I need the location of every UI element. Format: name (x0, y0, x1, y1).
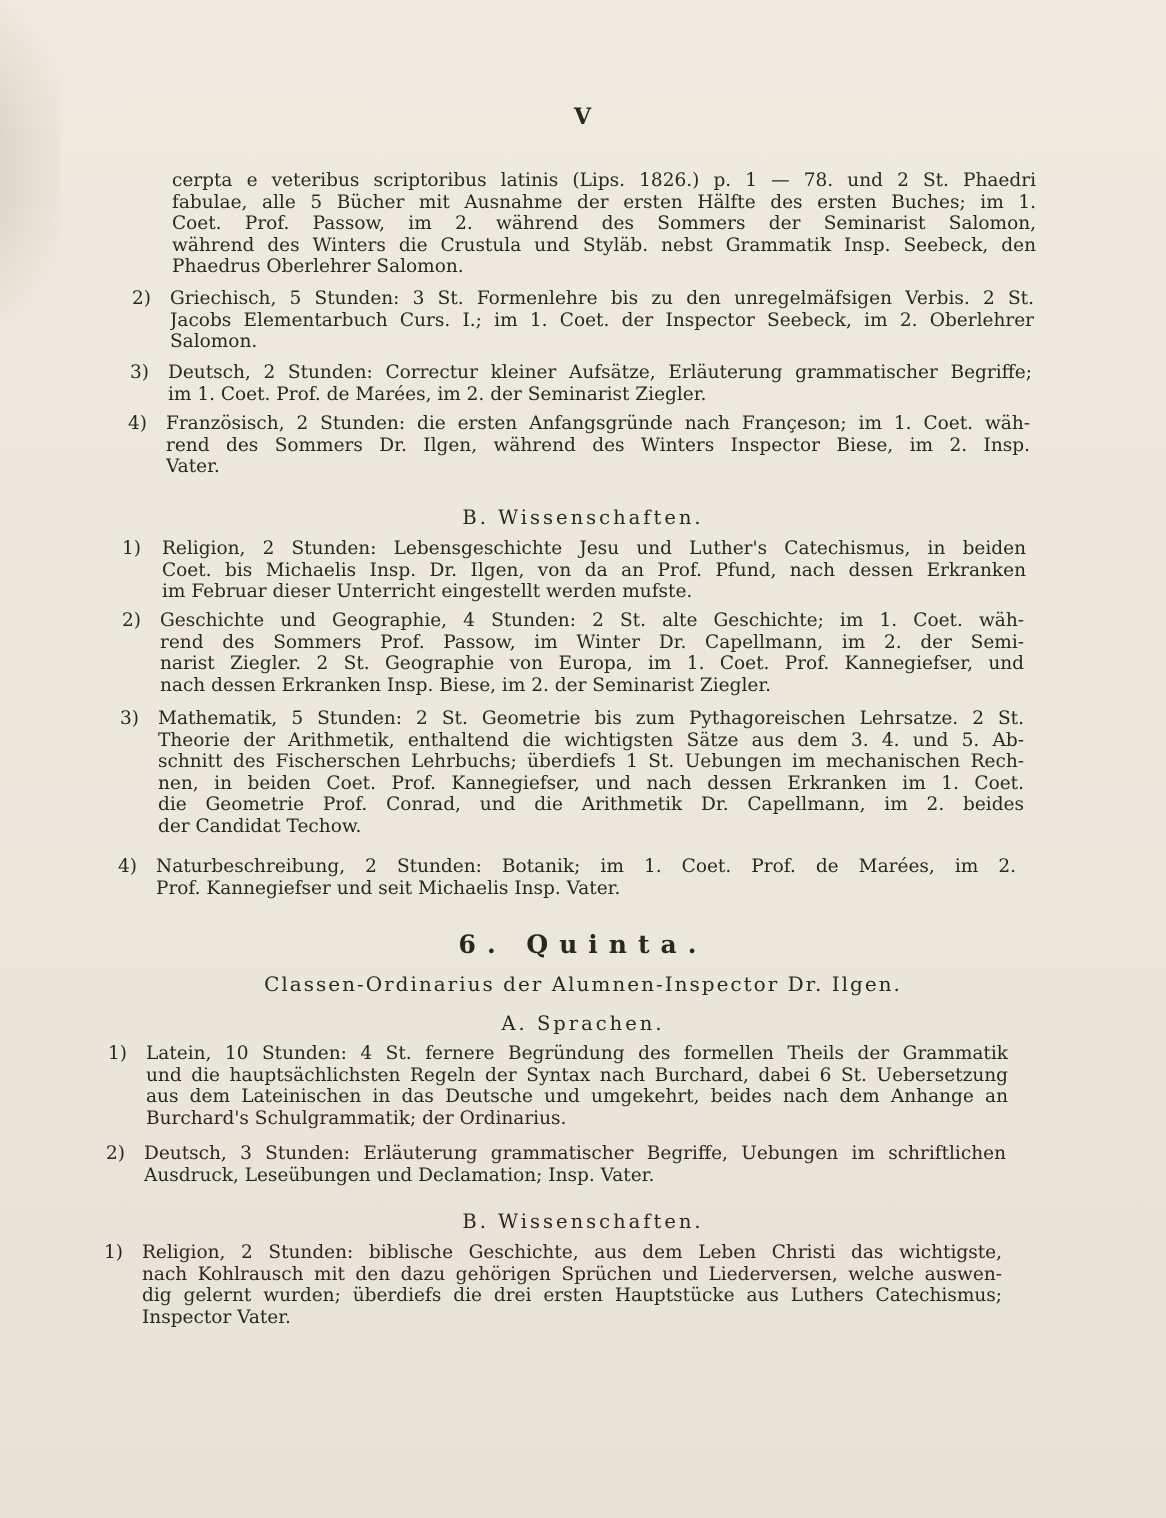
list-item (158, 708, 1024, 837)
text-line: Geschichte und Geographie, 4 Stunden: 2 St. alte Geschichte; im 1. Coet. wäh- (160, 610, 1024, 631)
text-line: im Februar dieser Unterricht eingestellt werden mufste. (162, 581, 693, 602)
item-number: 2) (122, 610, 141, 631)
text-line: cerpta e veteribus scriptoribus latinis (Lips. 1826.) p. 1 — 78. und 2 St. Phaedri (172, 170, 1036, 191)
text-line: Prof. Kannegiefser und seit Michaelis Insp. Vater. (156, 877, 621, 899)
text-line: Burchard's Schulgrammatik; der Ordinarius. (146, 1107, 567, 1129)
text-line: Französisch, 2 Stunden: die ersten Anfangsgründe nach Françeson; im 1. Coet. wäh- (166, 413, 1030, 434)
item-number: 4) (118, 856, 137, 877)
text-line: Theorie der Arithmetik, enthaltend die wichtigsten Sätze aus dem 3. 4. und 5. Ab- (158, 729, 1024, 751)
list-item (160, 610, 1024, 696)
text-line: Phaedrus Oberlehrer Salomon. (172, 256, 464, 277)
list-item (142, 1242, 1002, 1328)
text-line: und die hauptsächlichsten Regeln der Syntax nach Burchard, dabei 6 St. Uebersetzung (146, 1064, 1008, 1086)
item-number: 1) (122, 538, 141, 559)
text-line: Coet. bis Michaelis Insp. Dr. Ilgen, von da an Prof. Pfund, nach dessen Erkranken (162, 559, 1026, 581)
text-line: Griechisch, 5 Stunden: 3 St. Formenlehre bis zu den unregelmäfsigen Verbis. 2 St. (170, 288, 1034, 309)
text-line: Latein, 10 Stunden: 4 St. fernere Begründung des formellen Theils der Grammatik (146, 1043, 1008, 1064)
list-item (146, 1043, 1008, 1129)
text-line: Mathematik, 5 Stunden: 2 St. Geometrie bis zum Pythagoreischen Lehrsatze. 2 St. (158, 708, 1024, 729)
text-line: Religion, 2 Stunden: biblische Geschichte, aus dem Leben Christi das wichtigste, (142, 1242, 1002, 1263)
text-line: rend des Sommers Dr. Ilgen, während des Winters Inspector Biese, im 2. Insp. (166, 434, 1030, 456)
list-item (168, 362, 1032, 405)
list-item (170, 288, 1034, 353)
text-line: Jacobs Elementarbuch Curs. I.; im 1. Coet. der Inspector Seebeck, im 2. Oberlehrer (170, 309, 1034, 331)
list-item (166, 413, 1030, 478)
text-line: die Geometrie Prof. Conrad, und die Arithmetik Dr. Capellmann, im 2. beides (158, 794, 1024, 815)
ordinarius-line: Classen-Ordinarius der Alumnen-Inspector Dr. Ilgen. (264, 972, 902, 996)
paper-stain (0, 0, 60, 330)
text-line: nach Kohlrausch mit den dazu gehörigen Sprüchen und Liederversen, welche auswen- (142, 1263, 1002, 1285)
item-number: 3) (130, 362, 149, 383)
item-number: 2) (106, 1143, 125, 1164)
text-line: Inspector Vater. (142, 1306, 291, 1328)
text-line: nen, in beiden Coet. Prof. Kannegiefser, und nach dessen Erkranken im 1. Coet. (158, 772, 1024, 794)
text-line: Religion, 2 Stunden: Lebensgeschichte Jesu und Luther's Catechismus, in beiden (162, 538, 1026, 559)
item-number: 3) (120, 708, 139, 729)
intro-paragraph (172, 170, 1036, 278)
section-heading: B. Wissenschaften. (462, 506, 704, 529)
section-heading: B. Wissenschaften. (462, 1210, 704, 1233)
text-line: fabulae, alle 5 Bücher mit Ausnahme der ersten Hälfte des ersten Buches; im 1. (172, 191, 1036, 213)
item-number: 1) (104, 1242, 123, 1263)
text-line: dig gelernt wurden; überdiefs die drei ersten Hauptstücke aus Luthers Catechismus; (142, 1285, 1002, 1306)
text-line: schnitt des Fischerschen Lehrbuchs; überdiefs 1 St. Uebungen im mechanischen Rech- (158, 751, 1024, 772)
text-line: im 1. Coet. Prof. de Marées, im 2. der Seminarist Ziegler. (168, 383, 707, 405)
section-heading: A. Sprachen. (501, 1012, 665, 1035)
text-line: während des Winters die Crustula und Styläb. nebst Grammatik Insp. Seebeck, den (172, 234, 1036, 256)
text-line: nach dessen Erkranken Insp. Biese, im 2. der Seminarist Ziegler. (160, 674, 772, 696)
text-line: Coet. Prof. Passow, im 2. während des Sommers der Seminarist Salomon, (172, 213, 1036, 234)
text-line: narist Ziegler. 2 St. Geographie von Europa, im 1. Coet. Prof. Kannegiefser, und (160, 653, 1024, 674)
page-number: V (573, 104, 593, 130)
text-line: Salomon. (170, 331, 258, 352)
item-number: 1) (108, 1043, 127, 1064)
text-line: Deutsch, 2 Stunden: Correctur kleiner Aufsätze, Erläuterung grammatischer Begriffe; (168, 362, 1032, 383)
text-line: Deutsch, 3 Stunden: Erläuterung grammatischer Begriffe, Uebungen im schriftlichen (144, 1143, 1006, 1164)
list-item (156, 856, 1016, 899)
item-number: 2) (132, 288, 151, 309)
list-item (144, 1143, 1006, 1186)
item-number: 4) (128, 413, 147, 434)
text-line: Vater. (166, 456, 220, 477)
class-heading: 6. Quinta. (458, 930, 708, 959)
text-line: rend des Sommers Prof. Passow, im Winter Dr. Capellmann, im 2. der Semi- (160, 631, 1024, 653)
text-line: der Candidat Techow. (158, 815, 362, 837)
text-line: aus dem Lateinischen in das Deutsche und umgekehrt, beides nach dem Anhange an (146, 1086, 1008, 1107)
list-item (162, 538, 1026, 603)
text-line: Naturbeschreibung, 2 Stunden: Botanik; im 1. Coet. Prof. de Marées, im 2. (156, 856, 1016, 877)
text-line: Ausdruck, Leseübungen und Declamation; Insp. Vater. (144, 1164, 655, 1186)
